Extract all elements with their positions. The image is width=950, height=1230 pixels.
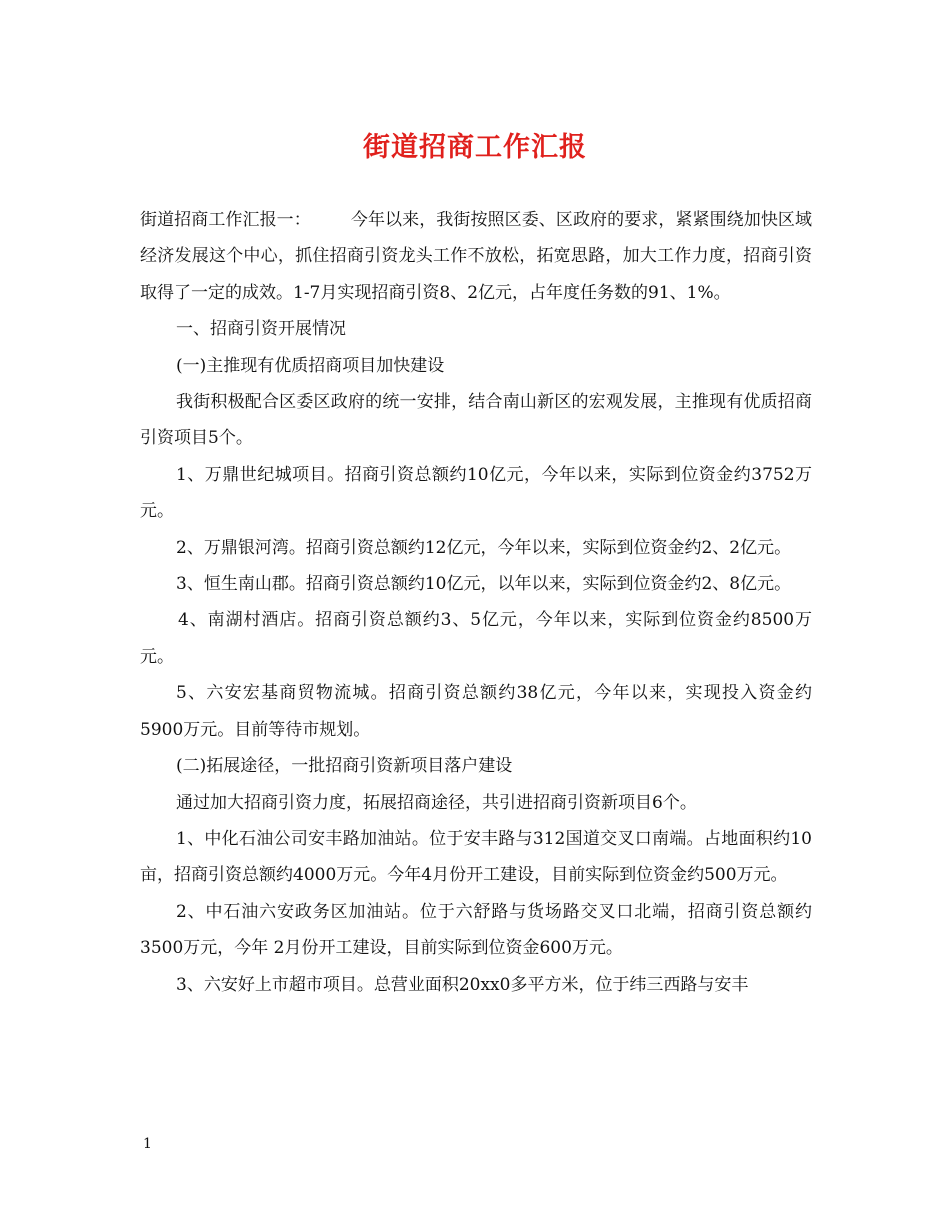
list-item: 2、中石油六安政务区加油站。位于六舒路与货场路交叉口北端，招商引资总额约3500万元，今年 2月份开工建设，目前实际到位资金600万元。 xyxy=(140,901,812,959)
list-item: 1、万鼎世纪城项目。招商引资总额约10亿元，今年以来，实际到位资金约3752万元。 xyxy=(140,464,812,522)
intro-label: 街道招商工作汇报一： xyxy=(140,210,311,230)
list-item: 3、恒生南山郡。招商引资总额约10亿元，以年以来，实际到位资金约2、8亿元。 xyxy=(176,574,792,595)
subsection2-heading: (二)拓展途径，一批招商引资新项目落户建设 xyxy=(176,756,513,777)
subsection2-intro: 通过加大招商引资力度，拓展招商途径，共引进招商引资新项目6个。 xyxy=(176,792,697,813)
list-item: 3、六安好上市超市项目。总营业面积20xx0多平方米，位于纬三西路与安丰 xyxy=(176,974,749,995)
subsection1-intro: 我街积极配合区委区政府的统一安排，结合南山新区的宏观发展，主推现有优质招商引资项目5个。 xyxy=(140,392,812,449)
list-item: 4、南湖村酒店。招商引资总额约3、5亿元，今年以来，实际到位资金约8500万元。 xyxy=(140,610,812,667)
intro-paragraph xyxy=(140,202,812,311)
list-item: 2、万鼎银河湾。招商引资总额约12亿元，今年以来，实际到位资金约2、2亿元。 xyxy=(176,537,792,558)
document-title: 街道招商工作汇报 xyxy=(363,132,587,163)
list-item: 1、中化石油公司安丰路加油站。位于安丰路与312国道交叉口南端。占地面积约10亩，招商引资总额约4000万元。今年4月份开工建设，目前实际到位资金约500万元。 xyxy=(140,828,812,886)
subsection1-heading: (一)主推现有优质招商项目加快建设 xyxy=(176,355,445,376)
document-body xyxy=(140,202,812,1003)
list-item: 5、六安宏基商贸物流城。招商引资总额约38亿元，今年以来，实现投入资金约5900万元。目前等待市规划。 xyxy=(140,683,812,740)
section1-heading: 一、招商引资开展情况 xyxy=(176,319,346,340)
page-number: 1 xyxy=(143,1136,152,1152)
intro-text: 今年以来，我街按照区委、区政府的要求，紧紧围绕加快区域经济发展这个中心，抓住招商引资龙头工作不放松，拓宽思路，加大工作力度，招商引资取得了一定的成效。1-7月实现招商引资8、2亿元，占年度任务数的91、1%。 xyxy=(140,210,813,303)
